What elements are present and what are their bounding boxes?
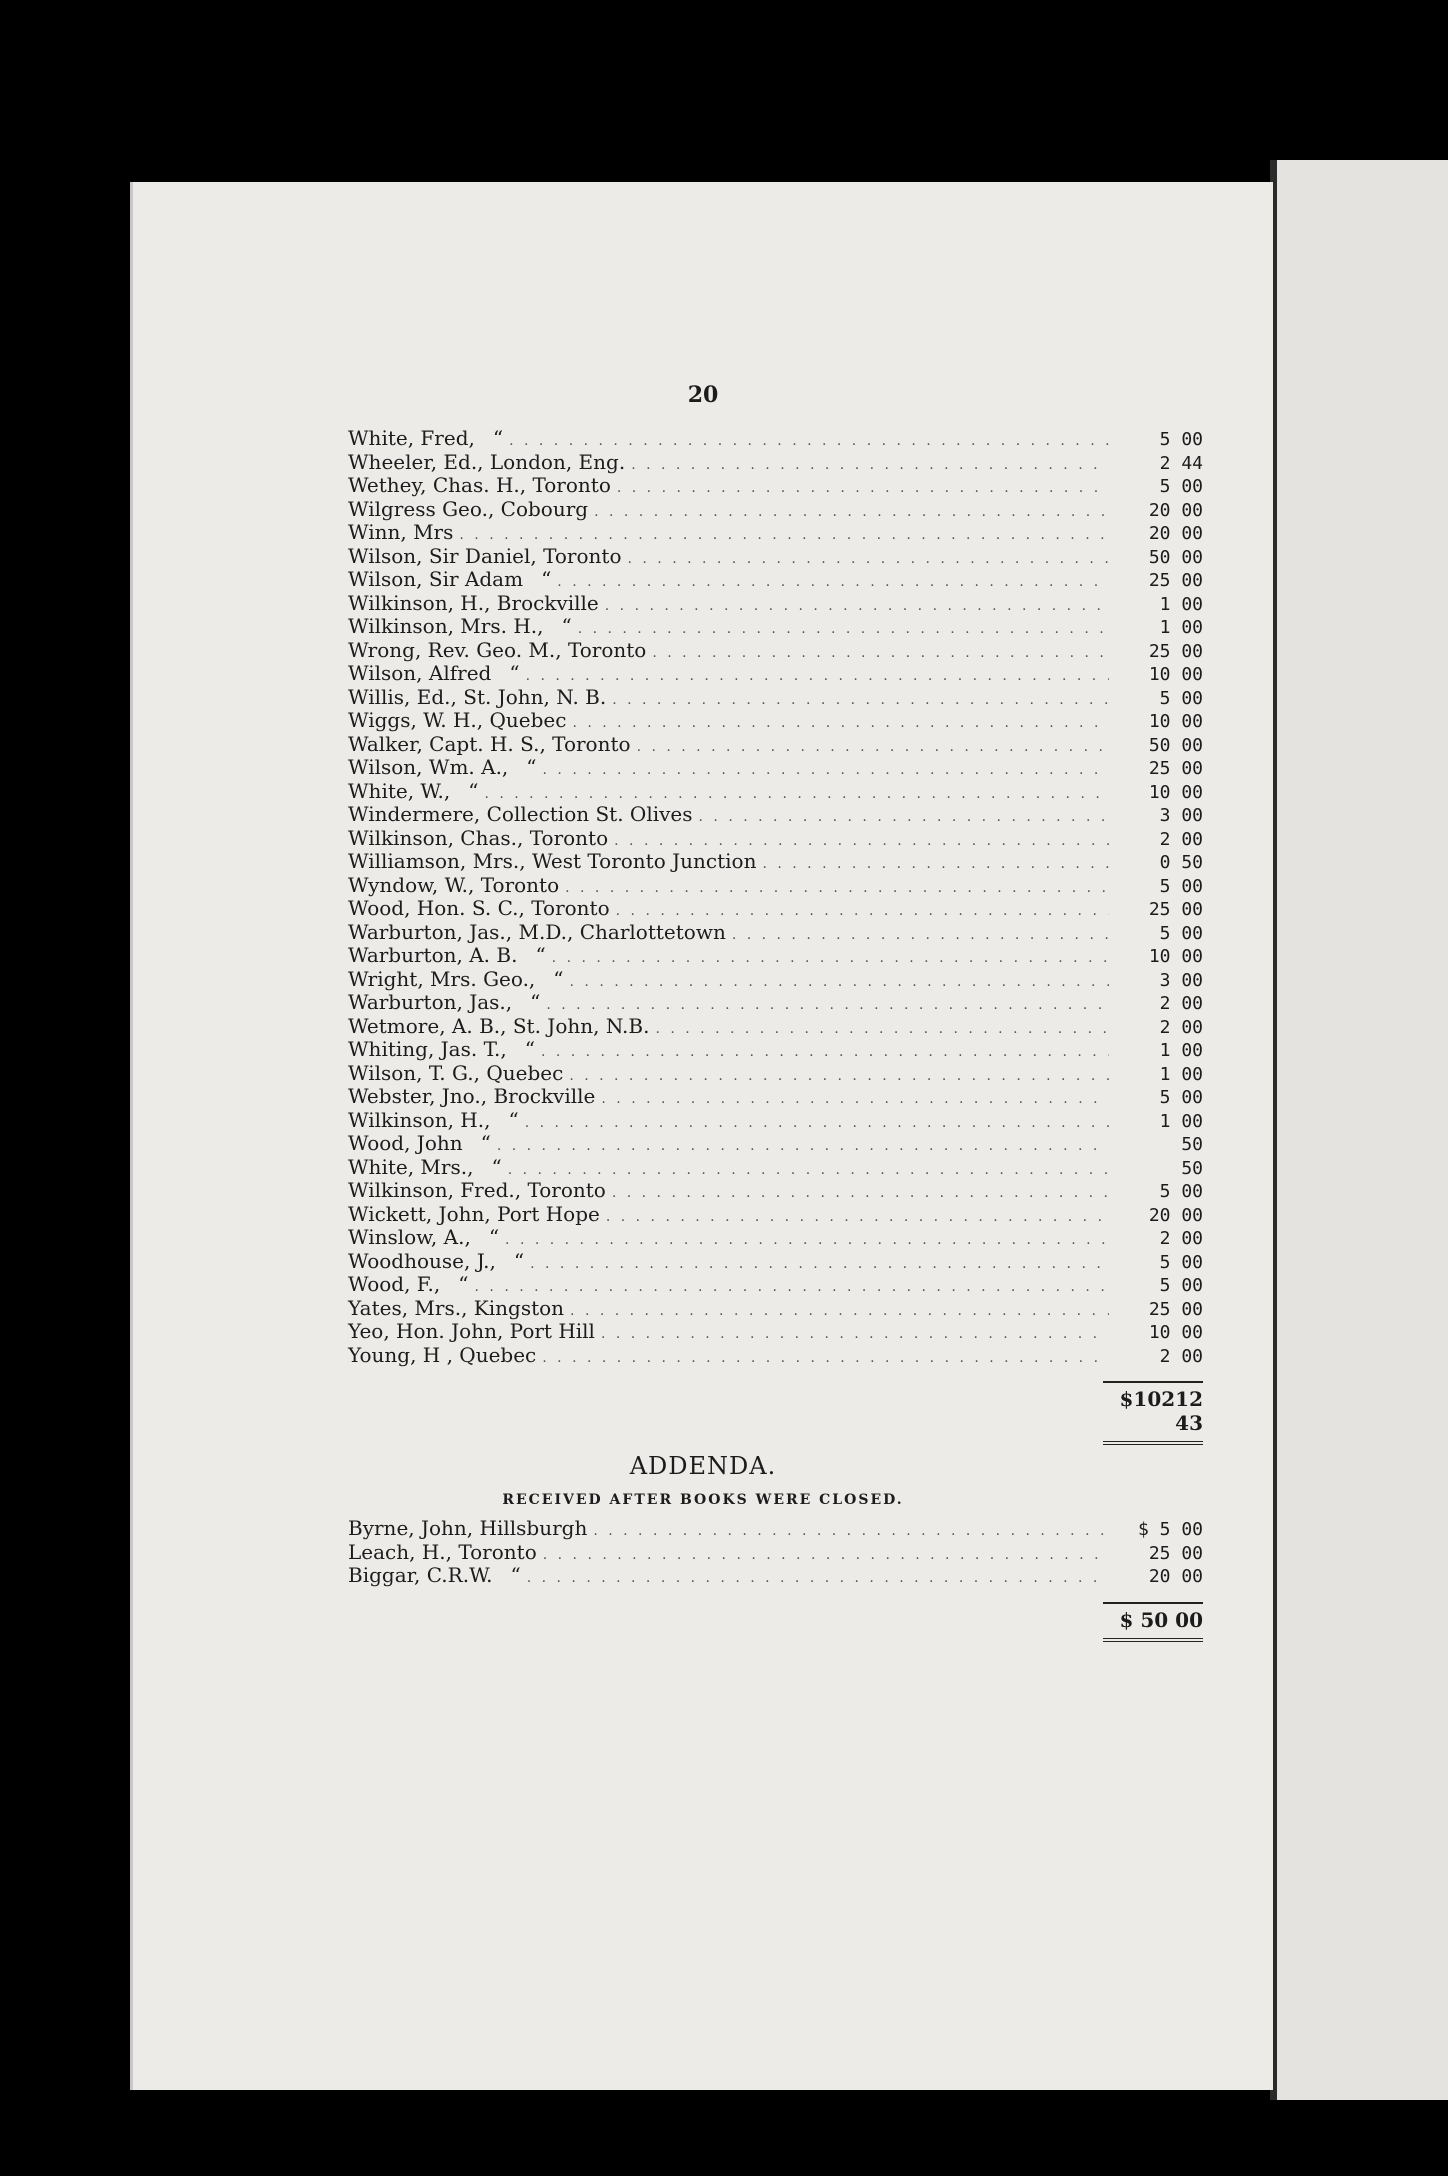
entry-name: Wilson, Wm. A., [348,755,509,779]
entry-amount: 1 00 [1159,617,1203,638]
list-item [348,1226,1203,1250]
entry-name: Wyndow, W., Toronto [348,872,560,897]
entry-amount: 5 00 [1159,1275,1203,1296]
entry-amount: 50 00 [1148,546,1203,568]
ditto-mark: “ [491,1154,502,1179]
entry-name: Wilkinson, H., [348,1107,491,1132]
list-item [348,897,1203,921]
leader-dots [570,1300,1109,1324]
entry-amount: 5 00 [1159,1087,1203,1108]
leader-dots [505,1229,1109,1253]
entry-amount: 2 44 [1159,452,1203,474]
leader-dots [497,1135,1109,1159]
entry-amount: 5 00 [1159,429,1203,450]
entry-name: Whiting, Jas. T., [348,1037,507,1061]
entry-name: Windermere, Collection St. Olives [348,802,693,826]
leader-dots [569,1065,1109,1089]
addenda-title: ADDENDA. [629,1452,777,1480]
entry-amount: 5 00 [1159,1251,1203,1273]
list-item [348,662,1203,686]
entry-name: Wilkinson, H., Brockville [348,590,599,615]
document-page [130,182,1273,2090]
list-item [348,1250,1203,1274]
leader-dots [565,877,1109,901]
entry-name: White, W., [348,778,451,803]
entry-amount: 25 00 [1148,758,1203,779]
entry-name: Wickett, John, Port Hope [348,1201,600,1226]
entry-amount: 5 00 [1159,687,1203,709]
entry-amount: 25 00 [1148,1298,1203,1320]
entry-name: Wilkinson, Mrs. H., [348,614,544,638]
entry-amount: 20 00 [1148,1566,1203,1587]
list-item [348,521,1203,545]
list-item [348,498,1203,522]
leader-dots [606,1206,1109,1230]
entry-name: Wilson, Sir Daniel, Toronto [348,543,622,568]
list-item [348,615,1203,639]
entry-amount: 2 00 [1159,828,1203,850]
leader-dots [552,947,1109,971]
leader-dots [601,1088,1109,1112]
facing-page-edge [1277,160,1448,2100]
leader-dots [557,571,1109,595]
list-item [348,991,1203,1015]
ditto-mark: “ [492,426,504,450]
ditto-mark: “ [541,567,552,591]
ditto-mark: “ [480,1131,491,1155]
entry-name: Woodhouse, J., [348,1248,496,1273]
list-item [348,1038,1203,1062]
entry-name: Wetmore, A. B., St. John, N.B. [348,1013,650,1038]
ditto-mark: “ [458,1272,469,1296]
addenda-list [348,1517,1203,1642]
list-item [348,1062,1203,1086]
entry-amount: 10 00 [1148,946,1203,967]
list-item [348,827,1203,851]
entry-name: Biggar, C.R.W. [348,1563,493,1587]
entry-amount: 10 00 [1148,711,1203,732]
page-number: 20 [687,382,719,408]
list-item [348,968,1203,992]
list-item [348,1320,1203,1344]
entry-name: Yates, Mrs., Kingston [348,1295,565,1320]
list-item [348,1156,1203,1180]
entry-amount: 25 00 [1148,1542,1203,1564]
entry-amount: 10 00 [1148,1322,1203,1343]
entry-name: Warburton, Jas., M.D., Charlottetown [348,919,726,944]
entry-amount: 3 00 [1159,969,1203,991]
entry-name: White, Mrs., [348,1154,474,1179]
addenda-subtitle: RECEIVED AFTER BOOKS WERE CLOSED. [502,1492,904,1508]
entry-amount: 3 00 [1159,805,1203,826]
list-item [348,1132,1203,1156]
total-amount: $ 50 00 [1103,1602,1203,1642]
leader-dots [530,1253,1109,1277]
entry-amount: 10 00 [1148,664,1203,685]
ditto-mark: “ [468,778,479,803]
list-item [348,850,1203,874]
list-item [348,1517,1203,1541]
entry-name: Wilkinson, Chas., Toronto [348,825,609,850]
entry-amount: 25 00 [1148,570,1203,591]
entry-amount: 50 00 [1148,734,1203,756]
list-item [348,1203,1203,1227]
leader-dots [543,759,1109,783]
list-item [348,780,1203,804]
leader-dots [637,736,1109,760]
ditto-mark: “ [526,755,537,779]
total-row [348,1602,1203,1642]
leader-dots [572,712,1109,736]
leader-dots [527,1567,1109,1591]
list-item [348,1344,1203,1368]
entry-amount: 1 00 [1159,1063,1203,1085]
entry-amount: 25 00 [1148,640,1203,662]
entry-amount: 2 00 [1159,1228,1203,1249]
entry-name: Wilson, Sir Adam [348,567,524,591]
entry-name: Wethey, Chas. H., Toronto [348,473,611,497]
entry-name: Wood, F., [348,1272,441,1296]
entry-name: Warburton, Jas., [348,990,513,1014]
entry-name: Williamson, Mrs., West Toronto Junction [348,849,757,873]
entry-name: Wilson, T. G., Quebec [348,1060,564,1085]
entry-amount: 2 00 [1159,1016,1203,1038]
list-item [348,639,1203,663]
list-item [348,1541,1203,1565]
ditto-mark: “ [561,614,572,638]
list-item [348,1564,1203,1588]
list-item [348,733,1203,757]
entry-amount: 5 00 [1159,875,1203,897]
entry-amount: 0 50 [1159,852,1203,873]
entry-amount: 1 00 [1159,1040,1203,1061]
entry-name: Wood, Hon. S. C., Toronto [348,896,610,920]
leader-dots [543,1544,1109,1568]
ditto-mark: “ [530,990,541,1014]
list-item [348,1273,1203,1297]
leader-dots [762,853,1109,877]
list-item [348,944,1203,968]
total-row [348,1381,1203,1445]
total-amount: $10212 43 [1103,1381,1203,1445]
ditto-mark: “ [508,1107,519,1132]
entry-name: Wilgress Geo., Cobourg [348,496,589,521]
entry-name: Wiggs, W. H., Quebec [348,708,567,732]
entry-amount: 2 00 [1159,1345,1203,1367]
list-item [348,545,1203,569]
leader-dots [526,665,1109,689]
list-item [348,474,1203,498]
entry-name: Wood, John [348,1131,463,1155]
entry-name: Warburton, A. B. [348,943,518,967]
list-item [348,427,1203,451]
ditto-mark: “ [509,661,520,685]
leader-dots [542,1347,1109,1371]
leader-dots [475,1276,1109,1300]
leader-dots [570,971,1109,995]
entry-amount: 1 00 [1159,593,1203,615]
leader-dots [594,501,1109,525]
list-item [348,592,1203,616]
leader-dots [732,924,1109,948]
list-item [348,686,1203,710]
list-item [348,1109,1203,1133]
entry-name: Walker, Capt. H. S., Toronto [348,731,631,756]
leader-dots [601,1323,1109,1347]
ditto-mark: “ [488,1225,500,1249]
leader-dots [605,595,1109,619]
leader-dots [612,689,1109,713]
entry-name: Willis, Ed., St. John, N. B. [348,684,607,709]
entry-amount: 5 00 [1159,476,1203,497]
entry-name: Wright, Mrs. Geo., [348,966,536,991]
list-item [348,1085,1203,1109]
entry-name: Yeo, Hon. John, Port Hill [348,1319,595,1343]
leader-dots [655,1018,1109,1042]
ditto-mark: “ [513,1248,525,1273]
leader-dots [612,1182,1109,1206]
entry-name: White, Fred, [348,426,475,450]
list-item [348,921,1203,945]
leader-dots [578,618,1109,642]
leader-dots [652,642,1109,666]
ditto-mark: “ [553,966,564,991]
entry-amount: 50 [1181,1157,1203,1179]
entry-amount: 20 00 [1148,523,1203,544]
entry-amount: 20 00 [1148,499,1203,521]
entry-name: Wilkinson, Fred., Toronto [348,1178,606,1202]
entry-amount: 50 [1181,1134,1203,1155]
list-item [348,1015,1203,1039]
list-item [348,451,1203,475]
leader-dots [631,454,1109,478]
list-item [348,1297,1203,1321]
list-item [348,1179,1203,1203]
subscription-list [348,427,1203,1445]
list-item [348,874,1203,898]
entry-amount: 10 00 [1148,781,1203,803]
list-item [348,803,1203,827]
entry-amount: 5 00 [1159,922,1203,944]
leader-dots [525,1112,1109,1136]
leader-dots [593,1520,1109,1544]
entry-name: Winn, Mrs [348,520,454,544]
entry-amount: $ 5 00 [1137,1519,1203,1540]
leader-dots [699,806,1109,830]
entry-name: Winslow, A., [348,1225,471,1249]
entry-name: Wheeler, Ed., London, Eng. [348,449,626,474]
entry-name: Webster, Jno., Brockville [348,1084,596,1108]
list-item [348,756,1203,780]
leader-dots [617,477,1109,501]
entry-amount: 2 00 [1159,993,1203,1014]
entry-amount: 1 00 [1159,1110,1203,1132]
leader-dots [628,548,1110,572]
entry-name: Leach, H., Toronto [348,1539,537,1564]
entry-name: Wrong, Rev. Geo. M., Toronto [348,637,647,662]
ditto-mark: “ [535,943,546,967]
entry-amount: 20 00 [1148,1204,1203,1226]
entry-name: Wilson, Alfred [348,661,492,685]
list-item [348,568,1203,592]
entry-amount: 5 00 [1159,1181,1203,1202]
leader-dots [541,1041,1109,1065]
ditto-mark: “ [510,1563,521,1587]
entry-amount: 25 00 [1148,899,1203,920]
entry-name: Byrne, John, Hillsburgh [348,1516,588,1540]
entry-name: Young, H , Quebec [348,1342,537,1367]
ditto-mark: “ [524,1037,535,1061]
list-item [348,709,1203,733]
